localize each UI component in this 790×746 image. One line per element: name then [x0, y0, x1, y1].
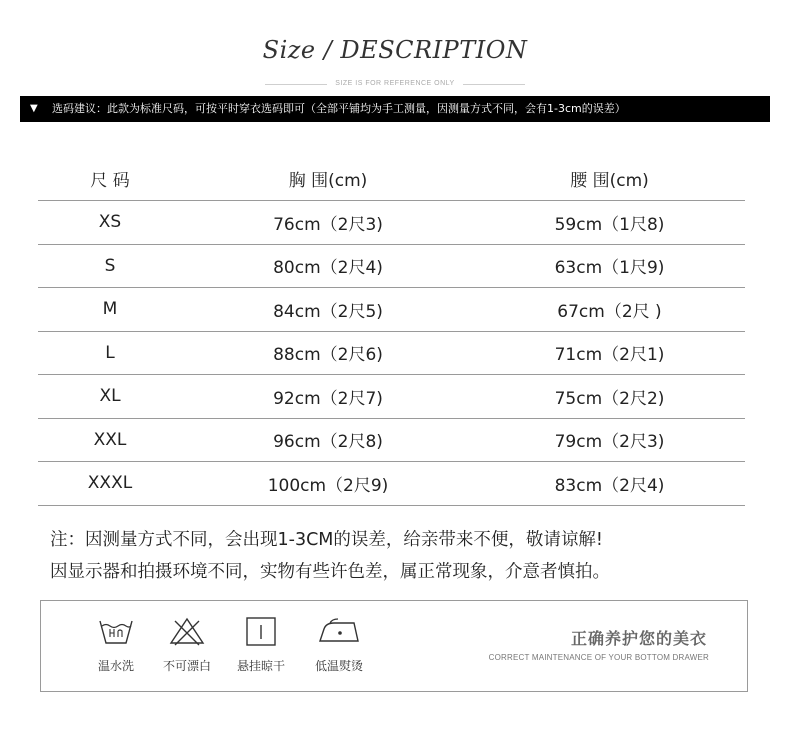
triangle-down-icon: ▼ — [30, 103, 38, 114]
table-row — [38, 288, 745, 332]
waist-cell: 79cm（2尺3) — [474, 418, 745, 462]
care-title: 正确养护您的美衣 — [570, 629, 707, 648]
column-header-size: 尺 码 — [38, 156, 182, 201]
waist-cell: 71cm（2尺1) — [474, 331, 745, 375]
waist-cell: 59cm（1尺8) — [474, 201, 745, 245]
care-label: 悬挂晾干 — [236, 659, 285, 673]
waist-cell: 67cm（2尺 ) — [474, 288, 745, 332]
note-line: 因显示器和拍摄环境不同，实物有些许色差，属正常现象，介意者慎拍。 — [50, 562, 610, 582]
size-advice-text: 选码建议：此款为标准尺码，可按平时穿衣选码即可（全部平铺均为手工测量，因测量方式不同，会有1-3cm的误差） — [52, 102, 626, 115]
size-cell: XL — [38, 375, 182, 419]
waist-cell: 63cm（1尺9) — [474, 244, 745, 288]
size-cell: M — [38, 288, 182, 332]
care-item-wash — [76, 615, 156, 674]
subtitle: SIZE IS FOR REFERENCE ONLY — [335, 80, 455, 87]
care-subtitle: CORRECT MAINTENANCE OF YOUR BOTTOM DRAWER — [488, 653, 709, 662]
no-bleach-icon — [147, 615, 227, 647]
table-row — [38, 462, 745, 506]
care-label: 不可漂白 — [162, 659, 211, 673]
bust-cell: 92cm（2尺7) — [182, 375, 474, 419]
hang-dry-icon — [221, 615, 301, 647]
table-row — [38, 418, 745, 462]
care-label: 温水洗 — [97, 659, 134, 673]
divider — [463, 84, 525, 85]
size-table — [38, 156, 745, 506]
table-row — [38, 201, 745, 245]
divider — [265, 84, 327, 85]
table-row — [38, 375, 745, 419]
bust-cell: 80cm（2尺4) — [182, 244, 474, 288]
table-header-row — [38, 156, 745, 201]
care-label: 低温熨烫 — [314, 659, 363, 673]
bust-cell: 96cm（2尺8) — [182, 418, 474, 462]
waist-cell: 83cm（2尺4) — [474, 462, 745, 506]
bust-cell: 88cm（2尺6) — [182, 331, 474, 375]
column-header-bust: 胸 围(cm) — [182, 156, 474, 201]
bust-cell: 76cm（2尺3) — [182, 201, 474, 245]
size-cell: L — [38, 331, 182, 375]
size-advice-banner — [20, 96, 770, 122]
size-cell: XS — [38, 201, 182, 245]
care-item-iron — [299, 615, 379, 674]
warm-water-wash-icon — [76, 615, 156, 647]
table-row — [38, 331, 745, 375]
care-instructions-box — [40, 600, 748, 692]
care-item-bleach — [147, 615, 227, 674]
low-temp-iron-icon — [299, 615, 379, 647]
bust-cell: 84cm（2尺5) — [182, 288, 474, 332]
waist-cell: 75cm（2尺2) — [474, 375, 745, 419]
care-item-dry — [221, 615, 301, 674]
size-cell: XXL — [38, 418, 182, 462]
size-cell: S — [38, 244, 182, 288]
page-title: Size / DESCRIPTION — [262, 36, 528, 64]
subtitle-line — [265, 78, 525, 90]
measurement-note — [50, 524, 610, 588]
note-line: 注：因测量方式不同，会出现1-3CM的误差，给亲带来不便，敬请谅解! — [50, 530, 603, 550]
column-header-waist: 腰 围(cm) — [474, 156, 745, 201]
size-cell: XXXL — [38, 462, 182, 506]
table-row — [38, 244, 745, 288]
bust-cell: 100cm（2尺9) — [182, 462, 474, 506]
